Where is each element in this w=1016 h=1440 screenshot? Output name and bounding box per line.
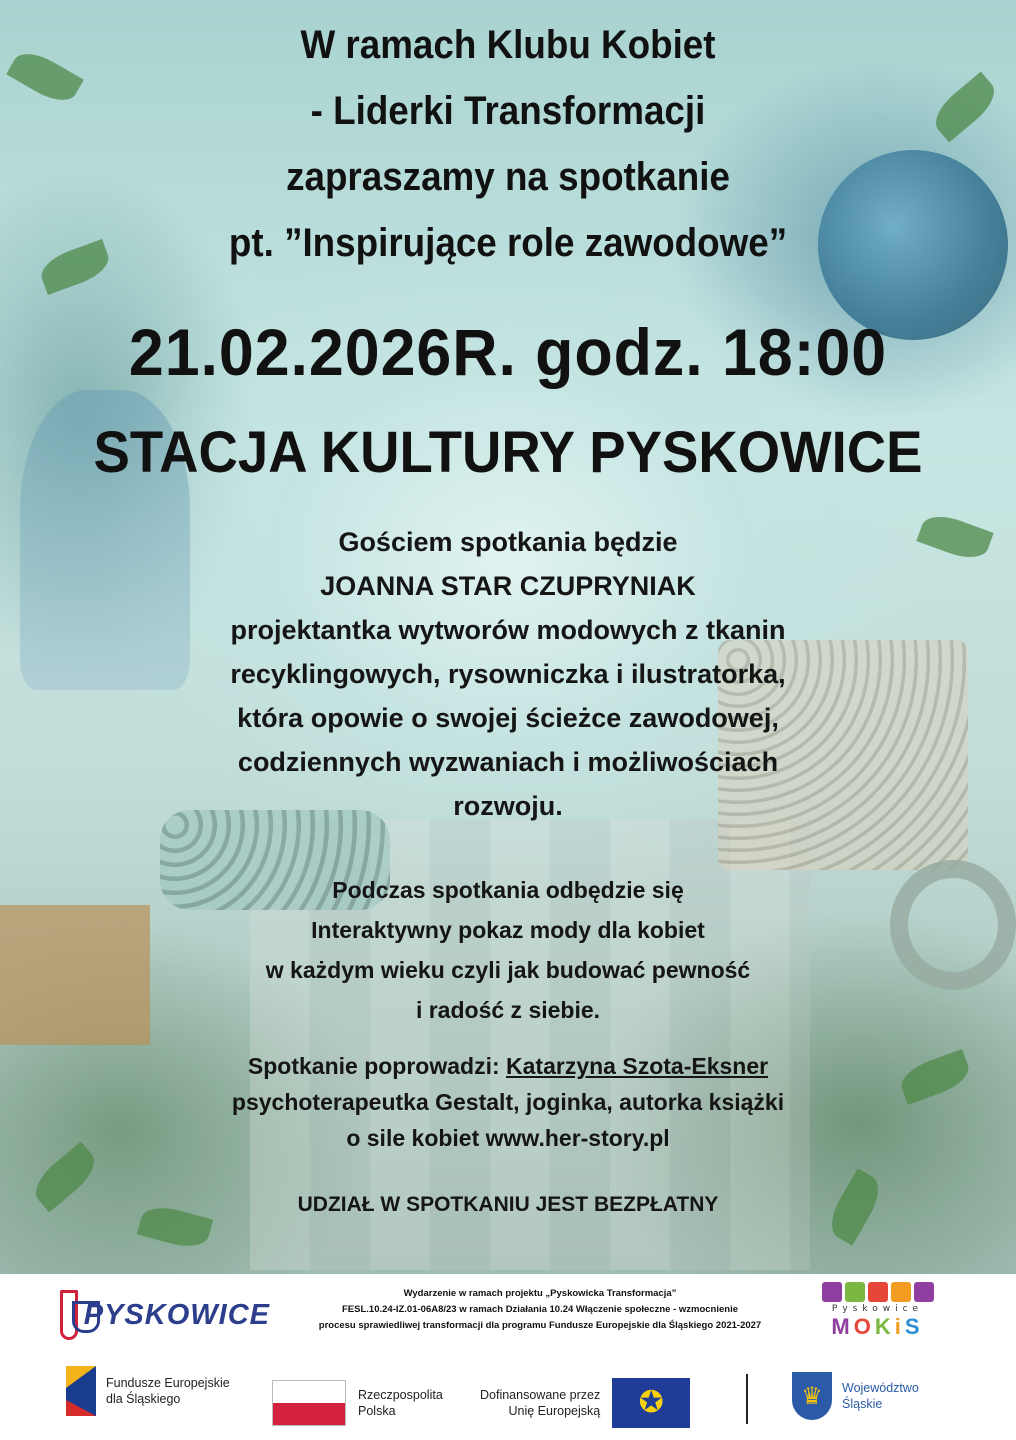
host-line: o sile kobiet www.her-story.pl (346, 1125, 670, 1151)
heading-line: W ramach Klubu Kobiet (300, 23, 716, 67)
eagle-shield-icon: ♛ (792, 1372, 832, 1420)
guest-description (0, 520, 1016, 828)
event-date-time: 21.02.2026R. godz. 18:00 (128, 315, 888, 389)
heading-line: pt. ”Inspirujące role zawodowe” (228, 221, 788, 265)
free-admission-note: UDZIAŁ W SPOTKANIU JEST BEZPŁATNY (297, 1193, 719, 1216)
host-name: Katarzyna Szota-Eksner (506, 1053, 769, 1079)
guest-line: Gościem spotkania będzie (338, 527, 678, 557)
host-line: psychoterapeutka Gestalt, joginka, autorka książki (231, 1089, 785, 1115)
project-line: procesu sprawiedliwej transformacji dla programu Fundusze Europejskie dla Śląskiego 2021-2027 (318, 1320, 762, 1331)
guest-line: rozwoju. (453, 791, 563, 821)
sponsor-footer (0, 1274, 1016, 1440)
show-line: w każdym wieku czyli jak budować pewność (265, 957, 751, 983)
guest-line: codziennych wyzwaniach i możliwościach (237, 747, 779, 777)
polish-flag-icon (272, 1380, 346, 1426)
eu-label: Dofinansowane przez (480, 1388, 601, 1402)
event-venue: STACJA KULTURY PYSKOWICE (93, 420, 923, 485)
mokis-figures-icon (810, 1282, 945, 1302)
guest-line: recyklingowych, rysowniczka i ilustratorka, (230, 659, 786, 689)
fe-label: Fundusze Europejskie (106, 1376, 230, 1390)
host-line (0, 1048, 1016, 1084)
host-label: Spotkanie poprowadzi: (247, 1053, 507, 1079)
show-line: i radość z siebie. (415, 997, 601, 1023)
mokis-town: Pyskowice (831, 1304, 924, 1314)
host-description (0, 1048, 1016, 1156)
eu-label: Unię Europejską (508, 1404, 601, 1418)
show-line: Podczas spotkania odbędzie się (332, 877, 684, 903)
pyskowice-shield-icon (60, 1290, 78, 1340)
mokis-name: MOKiS (831, 1314, 924, 1339)
slask-label: Województwo (842, 1381, 919, 1395)
eu-flag-icon: ✪ (612, 1378, 690, 1428)
mokis-logo (810, 1282, 945, 1346)
pyskowice-logo-text: PYSKOWICE (83, 1298, 270, 1331)
project-line: FESL.10.24-IZ.01-06A8/23 w ramach Działania 10.24 Włączenie społeczne - wzmocnienie (342, 1304, 738, 1315)
invitation-heading (41, 12, 976, 276)
fe-mark-icon (66, 1366, 96, 1416)
logo-divider (746, 1374, 748, 1424)
show-line: Interaktywny pokaz mody dla kobiet (311, 917, 705, 943)
wojewodztwo-slaskie-logo (792, 1372, 919, 1420)
guest-name: JOANNA STAR CZUPRYNIAK (320, 571, 696, 601)
project-info (290, 1286, 790, 1334)
fe-label: dla Śląskiego (106, 1392, 181, 1406)
pyskowice-logo (60, 1288, 270, 1342)
pl-label: Polska (358, 1404, 396, 1418)
project-line: Wydarzenie w ramach projektu „Pyskowicka Transformacja” (403, 1288, 677, 1299)
guest-line: która opowie o swojej ścieżce zawodowej, (237, 703, 779, 733)
pl-label: Rzeczpospolita (358, 1388, 443, 1402)
guest-line: projektantka wytworów modowych z tkanin (230, 615, 786, 645)
fundusze-europejskie-logo (66, 1366, 230, 1416)
slask-label: Śląskie (842, 1397, 883, 1411)
rzeczpospolita-logo (272, 1380, 443, 1426)
eu-funding-logo (480, 1378, 690, 1428)
heading-line: zapraszamy na spotkanie (286, 155, 730, 199)
heading-line: - Liderki Transformacji (310, 89, 706, 133)
fashion-show-description (0, 870, 1016, 1030)
